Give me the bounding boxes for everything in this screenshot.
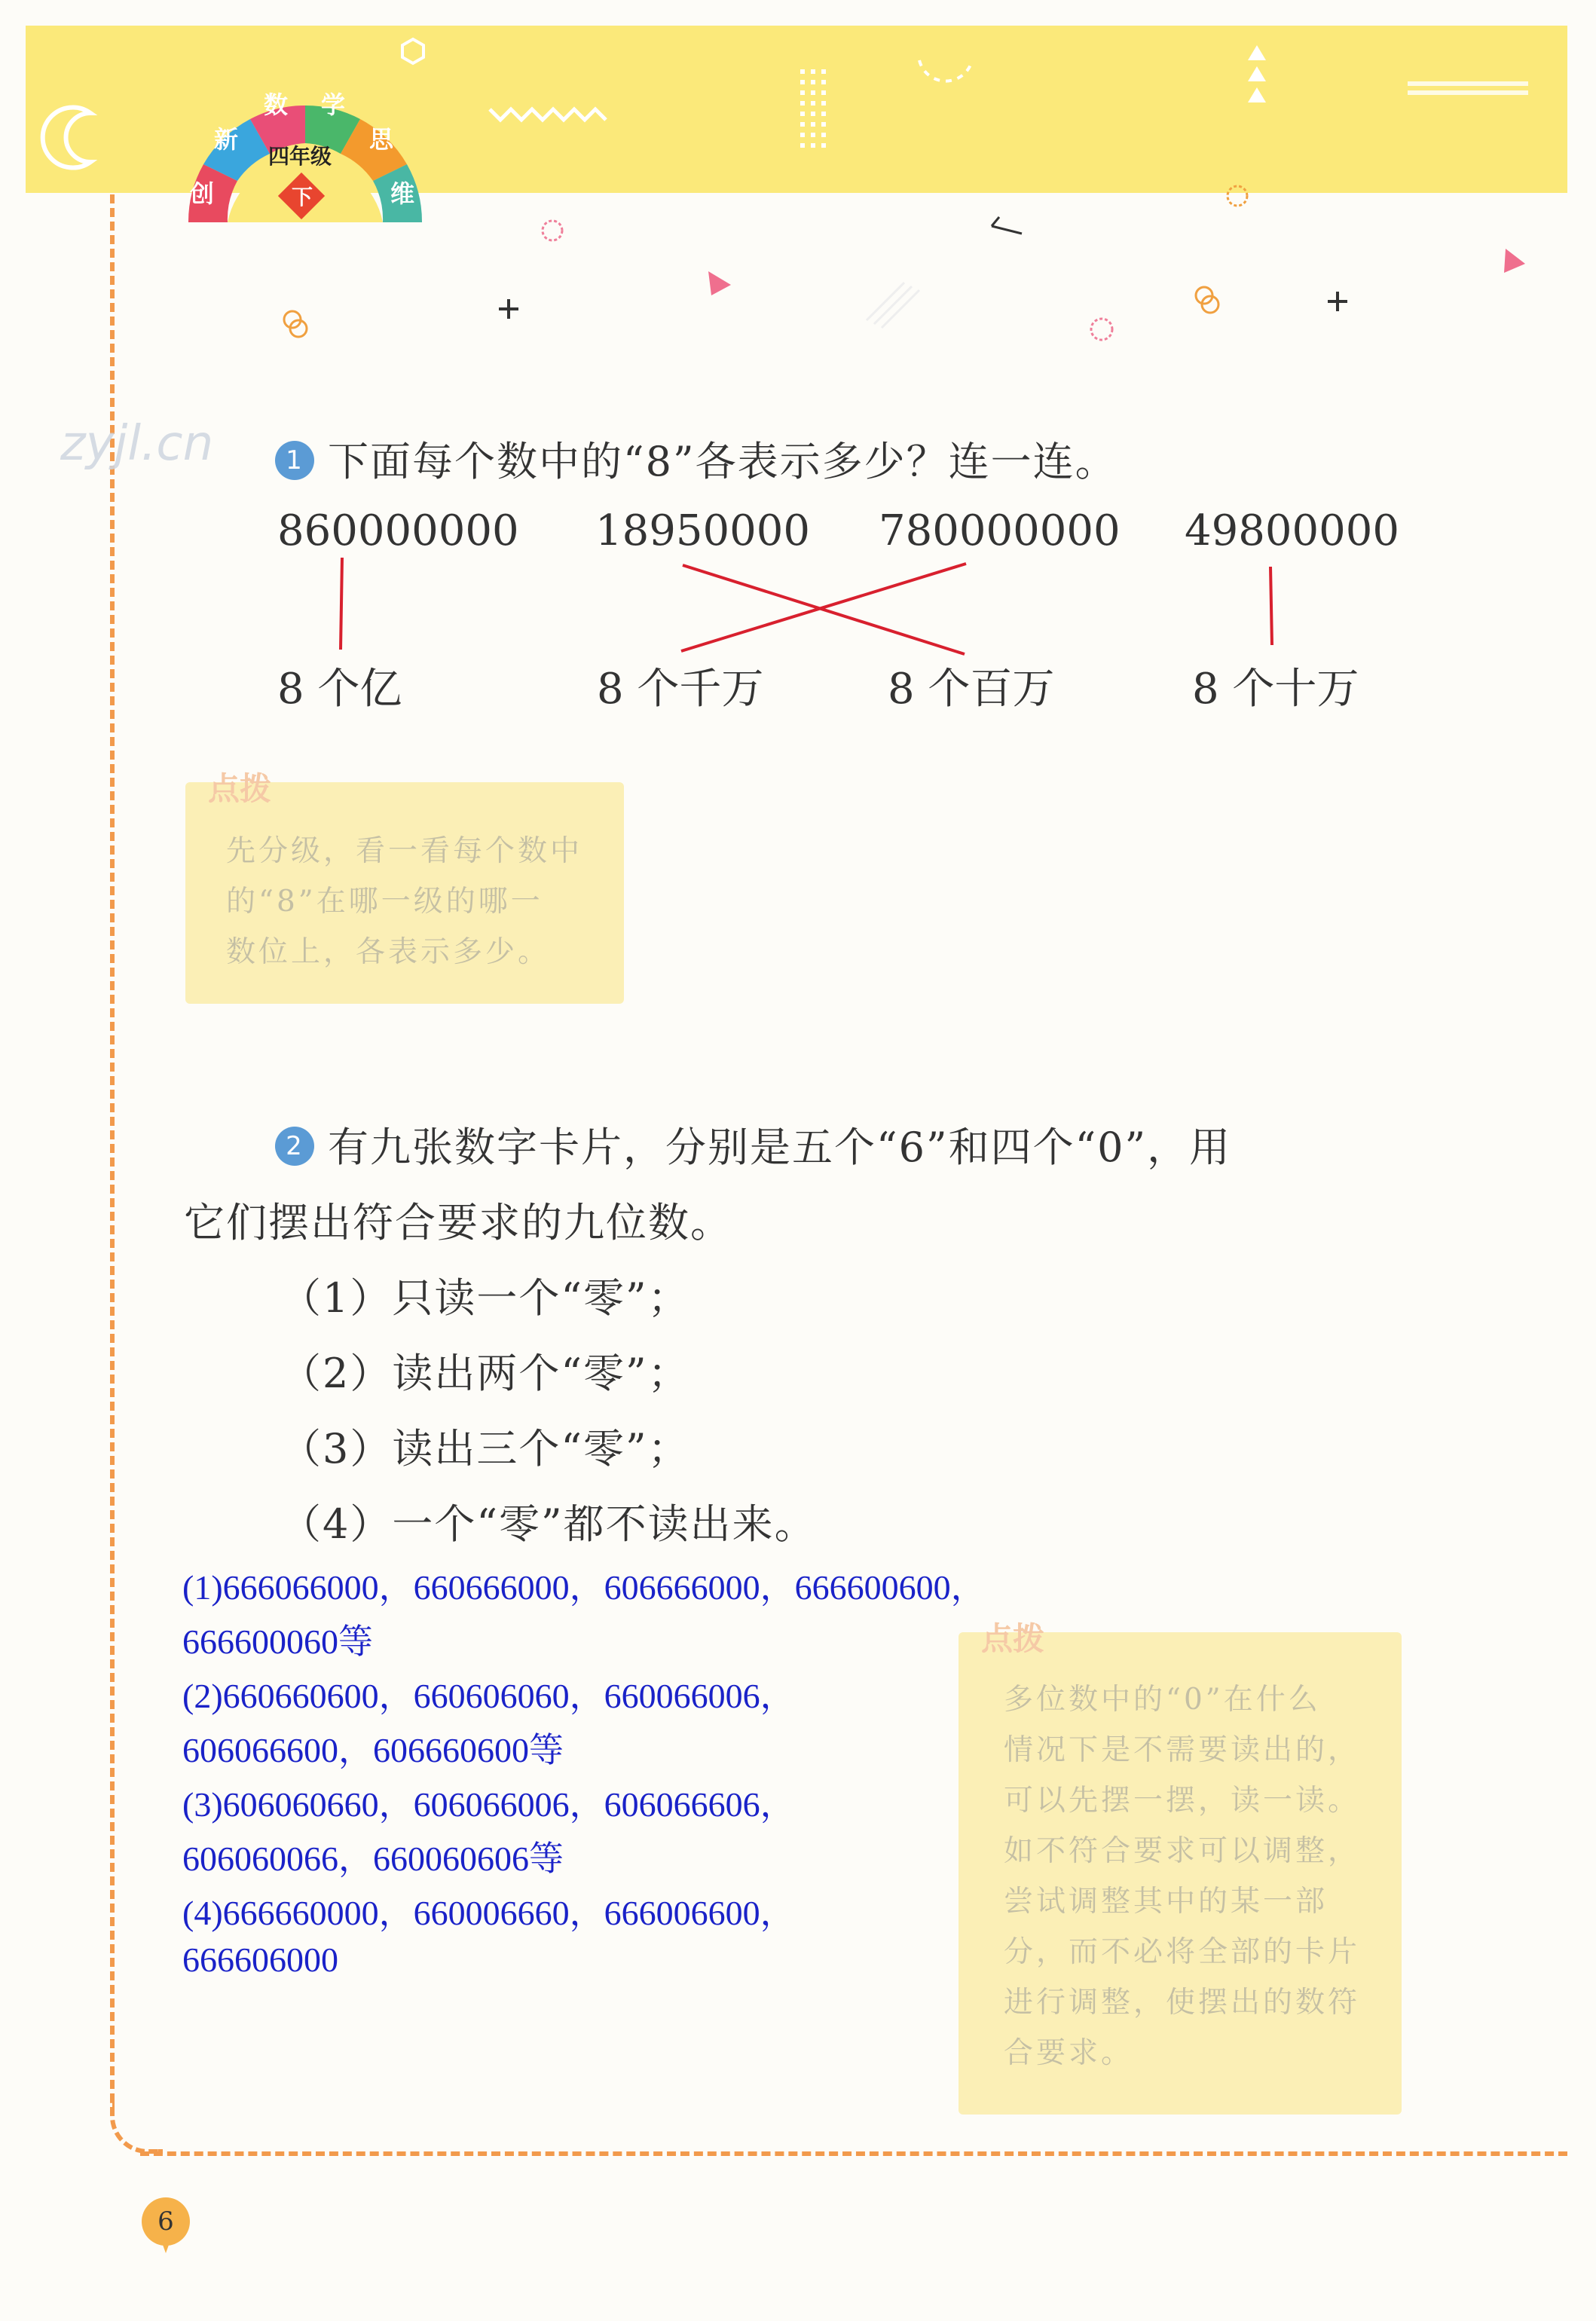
match-line — [1270, 567, 1272, 645]
answer-line: 606066600，606660600等 — [182, 1731, 564, 1769]
tip-line: 先分级，看一看每个数中 — [226, 834, 583, 868]
q2-subquestion: （4）一个“零”都不读出来。 — [280, 1500, 817, 1548]
logo-char: 思 — [369, 125, 394, 154]
q1-label-item: 8 个千万 — [597, 665, 764, 714]
tip-line: 多位数中的“0”在什么 — [1004, 1683, 1321, 1717]
grade-label: 四年级 — [268, 144, 332, 169]
q1-number-item: 780000000 — [879, 506, 1121, 555]
q1-text: 下面每个数中的“8”各表示多少？连一连。 — [328, 438, 1118, 485]
q1-number-item: 860000000 — [277, 506, 519, 555]
volume-label: 下 — [291, 185, 313, 209]
tip-line: 的“8”在哪一级的哪一 — [226, 885, 543, 919]
q1-number-item: 49800000 — [1185, 506, 1400, 555]
tip-line: 尝试调整其中的某一部 — [1004, 1885, 1328, 1919]
logo-char: 创 — [190, 179, 215, 208]
q1-label-item: 8 个亿 — [277, 665, 402, 714]
tip-line: 如不符合要求可以调整， — [1004, 1834, 1361, 1868]
answer-line: (3)606060660，606066006，606066606， — [182, 1785, 795, 1824]
page-number: 6 — [142, 2197, 190, 2246]
answer-line: 666606000 — [182, 1940, 338, 1979]
page-number-tail — [160, 2237, 172, 2253]
q1-number-badge: 1 — [275, 441, 314, 480]
logo-char: 新 — [214, 125, 239, 154]
answer-line: (4)666660000，660006660，666006600， — [182, 1894, 795, 1932]
answer-line: (1)666066000，660666000，606666000，666600600， — [182, 1568, 986, 1607]
tip-line: 合要求。 — [1004, 2036, 1134, 2070]
logo-char: 学 — [321, 90, 346, 119]
q1-tip-text — [226, 826, 582, 977]
answer-line: 666600060等 — [182, 1622, 373, 1661]
q2-text-line1: 有九张数字卡片，分别是五个“6”和四个“0”，用 — [328, 1124, 1232, 1171]
logo-char: 数 — [264, 90, 289, 119]
q2-prompt-line2: 它们摆出符合要求的九位数。 — [184, 1199, 732, 1246]
q2-subquestion: （2）读出两个“零”； — [280, 1350, 690, 1397]
tip-line: 可以先摆一摆，读一读。 — [1004, 1784, 1361, 1818]
answer-line: (2)660660600，660606060，660066006， — [182, 1677, 795, 1715]
match-line — [341, 558, 342, 650]
watermark: zyjl.cn — [60, 416, 214, 472]
logo-char: 维 — [390, 179, 415, 208]
tip-line: 进行调整，使摆出的数符 — [1004, 1986, 1361, 2020]
q2-subquestion: （3）读出三个“零”； — [280, 1425, 690, 1472]
q2-number-badge: 2 — [275, 1127, 314, 1166]
q2-subquestion: （1）只读一个“零”； — [280, 1274, 690, 1322]
q1-number-item: 18950000 — [595, 506, 811, 555]
bottom-dashed-border — [140, 2151, 1567, 2156]
answer-line: 606060066，660060606等 — [182, 1839, 564, 1878]
q2-prompt-line1 — [275, 1115, 1231, 1173]
tip-line: 情况下是不需要读出的， — [1004, 1733, 1361, 1767]
q1-match-lines — [0, 0, 1596, 754]
q2-tip-title: 点拨 — [981, 1620, 1045, 1657]
q1-tip-title: 点拨 — [208, 770, 272, 807]
q2-tip-text — [1004, 1674, 1360, 2078]
q1-label-item: 8 个百万 — [888, 665, 1055, 714]
corner-dashed-border — [110, 2102, 163, 2154]
tip-line: 数位上，各表示多少。 — [226, 935, 551, 969]
q1-label-item: 8 个十万 — [1192, 665, 1359, 714]
tip-line: 分，而不必将全部的卡片 — [1004, 1935, 1361, 1969]
